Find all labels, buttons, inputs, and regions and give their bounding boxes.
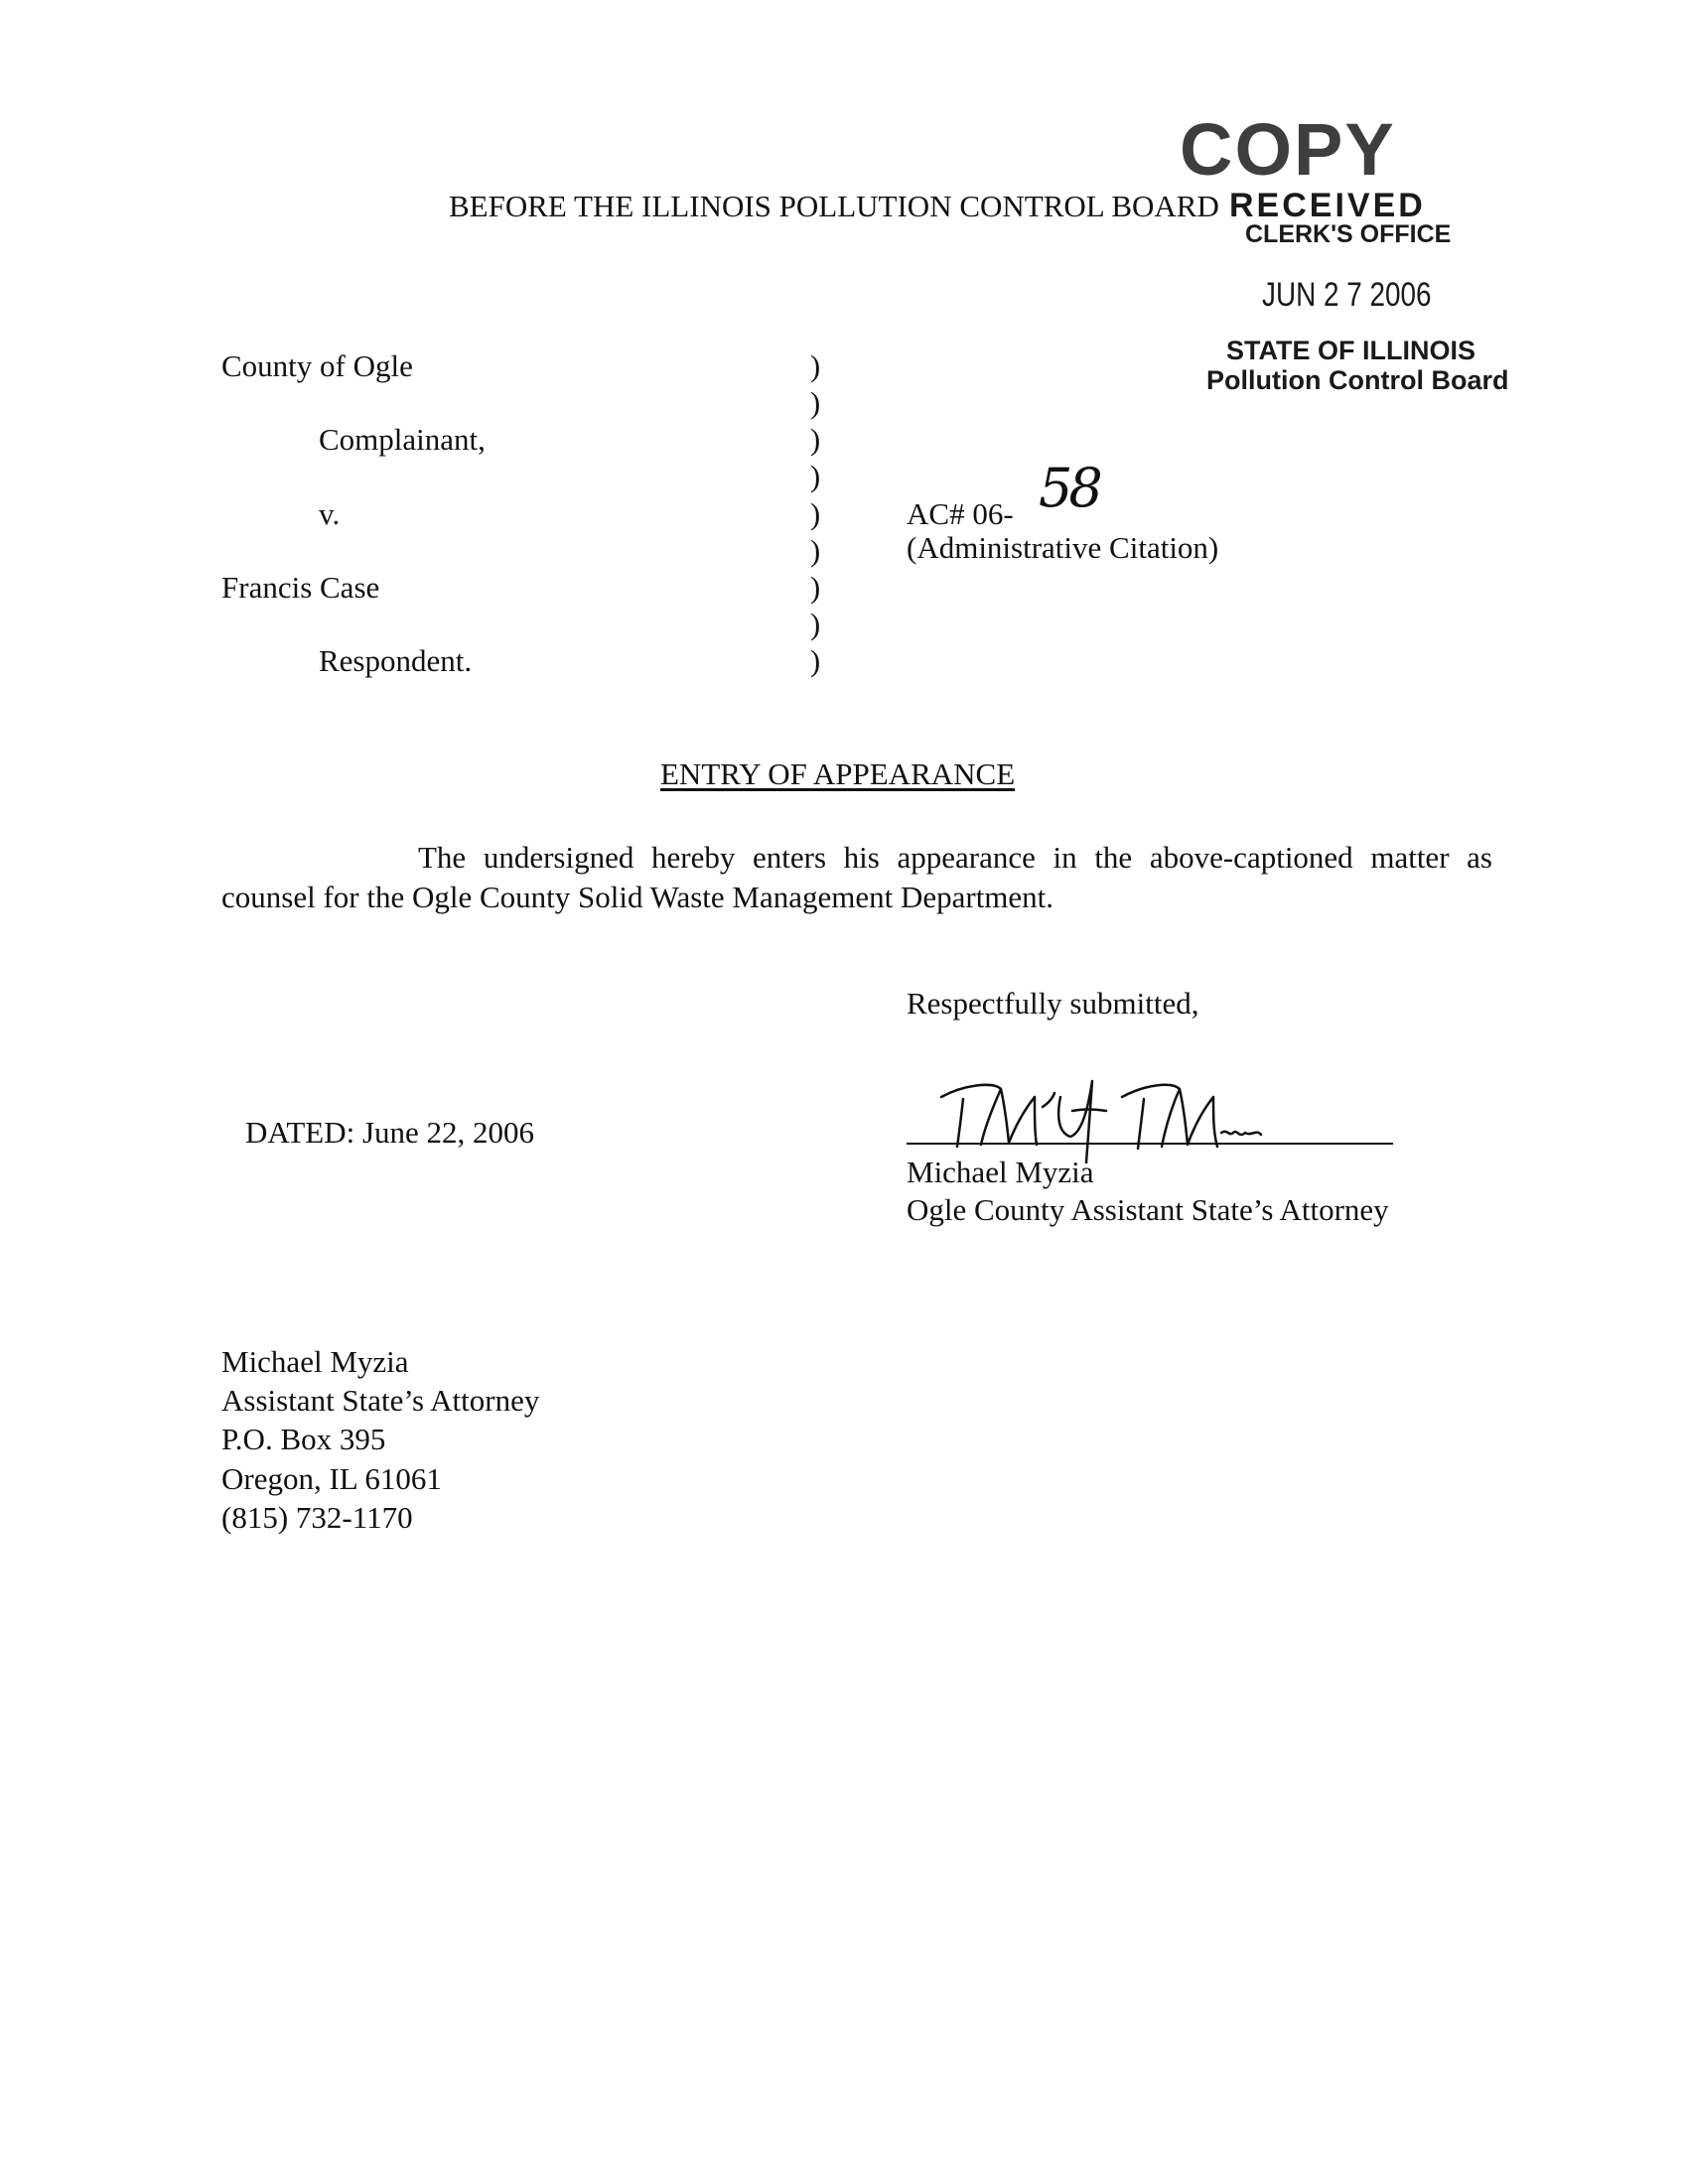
case-type: (Administrative Citation) bbox=[907, 530, 1219, 565]
caption-paren: ) bbox=[809, 607, 821, 641]
signature-line bbox=[907, 1143, 1393, 1145]
case-number-prefix: AC# 06- bbox=[907, 496, 1014, 531]
board-header: BEFORE THE ILLINOIS POLLUTION CONTROL BOARD bbox=[449, 189, 1219, 223]
caption-paren: ) bbox=[809, 643, 821, 678]
caption-paren: ) bbox=[809, 459, 821, 493]
caption-paren: ) bbox=[809, 422, 821, 457]
address-name: Michael Myzia bbox=[221, 1344, 409, 1379]
state-stamp: STATE OF ILLINOIS bbox=[1226, 336, 1475, 365]
body-paragraph-line2: counsel for the Ogle County Solid Waste Management Department. bbox=[221, 880, 1054, 914]
signer-title: Ogle County Assistant State’s Attorney bbox=[907, 1192, 1389, 1227]
body-paragraph-line1: The undersigned hereby enters his appearance in the above-captioned matter as bbox=[418, 840, 1492, 875]
caption-paren: ) bbox=[809, 570, 821, 605]
received-date-stamp: JUN 2 7 2006 bbox=[1262, 276, 1432, 314]
complainant-role: Complainant, bbox=[319, 422, 486, 457]
respondent-name: Francis Case bbox=[221, 570, 380, 605]
caption-paren: ) bbox=[809, 496, 821, 531]
complainant-name: County of Ogle bbox=[221, 348, 413, 383]
address-phone: (815) 732-1170 bbox=[221, 1500, 413, 1535]
signer-name: Michael Myzia bbox=[907, 1155, 1094, 1189]
caption-paren: ) bbox=[809, 533, 821, 568]
respondent-role: Respondent. bbox=[319, 643, 473, 678]
received-stamp: RECEIVED bbox=[1229, 187, 1426, 224]
closing: Respectfully submitted, bbox=[907, 986, 1199, 1021]
versus: v. bbox=[319, 496, 341, 531]
clerks-office-stamp: CLERK'S OFFICE bbox=[1245, 220, 1452, 248]
document-heading: ENTRY OF APPEARANCE bbox=[660, 756, 1016, 791]
address-city: Oregon, IL 61061 bbox=[221, 1461, 442, 1496]
board-stamp: Pollution Control Board bbox=[1206, 365, 1509, 395]
caption-paren: ) bbox=[809, 348, 821, 383]
address-po-box: P.O. Box 395 bbox=[221, 1422, 386, 1456]
dated-line: DATED: June 22, 2006 bbox=[245, 1115, 535, 1150]
address-title: Assistant State’s Attorney bbox=[221, 1383, 540, 1418]
caption-paren: ) bbox=[809, 385, 821, 420]
copy-stamp: COPY bbox=[1180, 108, 1396, 191]
handwritten-case-number: 58 bbox=[1039, 457, 1099, 519]
